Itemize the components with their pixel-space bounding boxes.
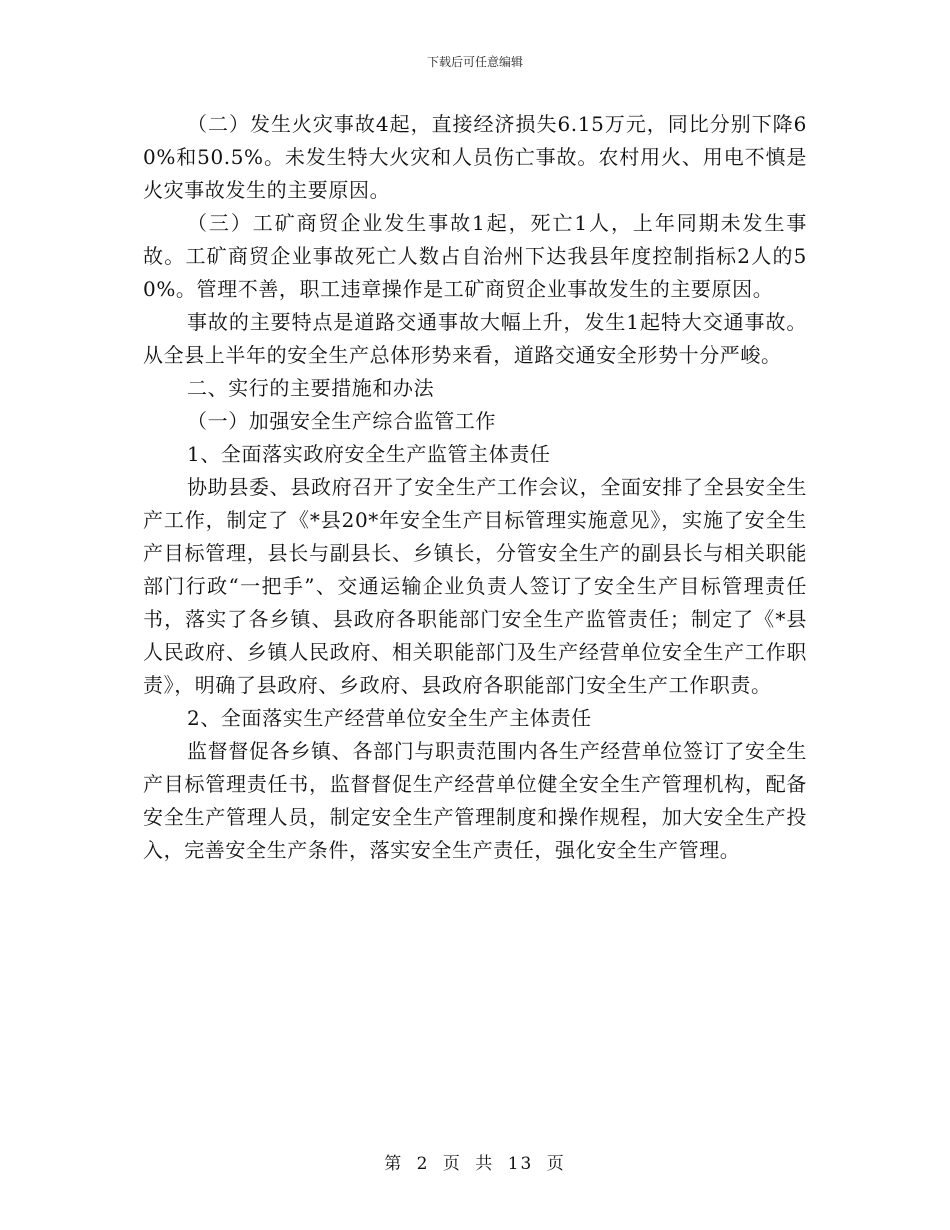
document-body — [143, 108, 807, 867]
paragraph-enterprise-responsibility: 监督督促各乡镇、各部门与职责范围内各生产经营单位签订了安全生产目标管理责任书，监督督促生产经营单位健全安全生产管理机构，配备安全生产管理人员，制定安全生产管理制度和操作规程，加大安全生产投入，完善安全生产条件，落实安全生产责任，强化安全生产管理。 — [143, 739, 807, 862]
item-heading-government-responsibility: 1、全面落实政府安全生产监管主体责任 — [187, 442, 551, 466]
paragraph-industrial-accidents: （三）工矿商贸企业发生事故1起，死亡1人，上年同期未发生事故。工矿商贸企业事故死亡人数占自治州下达我县年度控制指标2人的50%。管理不善，职工违章操作是工矿商贸企业事故发生的主要原因。 — [143, 211, 807, 301]
page-number: 第 2 页 共 13 页 — [384, 1154, 566, 1174]
paragraph-fire-accidents: （二）发生火灾事故4起，直接经济损失6.15万元，同比分别下降60%和50.5%。未发生特大火灾和人员伤亡事故。农村用火、用电不慎是火灾事故发生的主要原因。 — [143, 112, 807, 202]
paragraph-accident-characteristics: 事故的主要特点是道路交通事故大幅上升，发生1起特大交通事故。从全县上半年的安全生产总体形势来看，道路交通安全形势十分严峻。 — [143, 310, 807, 367]
section-heading-measures: 二、实行的主要措施和办法 — [187, 376, 435, 400]
page-header: 下载后可任意编辑 — [426, 55, 523, 69]
paragraph-government-responsibility: 协助县委、县政府召开了安全生产工作会议，全面安排了全县安全生产工作，制定了《*县20*年安全生产目标管理实施意见》，实施了安全生产目标管理，县长与副县长、乡镇长，分管安全生产的副县长与相关职能部门行政“一把手”、交通运输企业负责人签订了安全生产目标管理责任书，落实了各乡镇、县政府各职能部门安全生产监管责任；制定了《*县人民政府、乡镇人民政府、相关职能部门及生产经营单位安全生产工作职责》，明确了县政府、乡政府、县政府各职能部门安全生产工作职责。 — [143, 475, 807, 697]
item-heading-enterprise-responsibility: 2、全面落实生产经营单位安全生产主体责任 — [187, 706, 592, 730]
subsection-heading-supervision: （一）加强安全生产综合监管工作 — [187, 409, 496, 433]
